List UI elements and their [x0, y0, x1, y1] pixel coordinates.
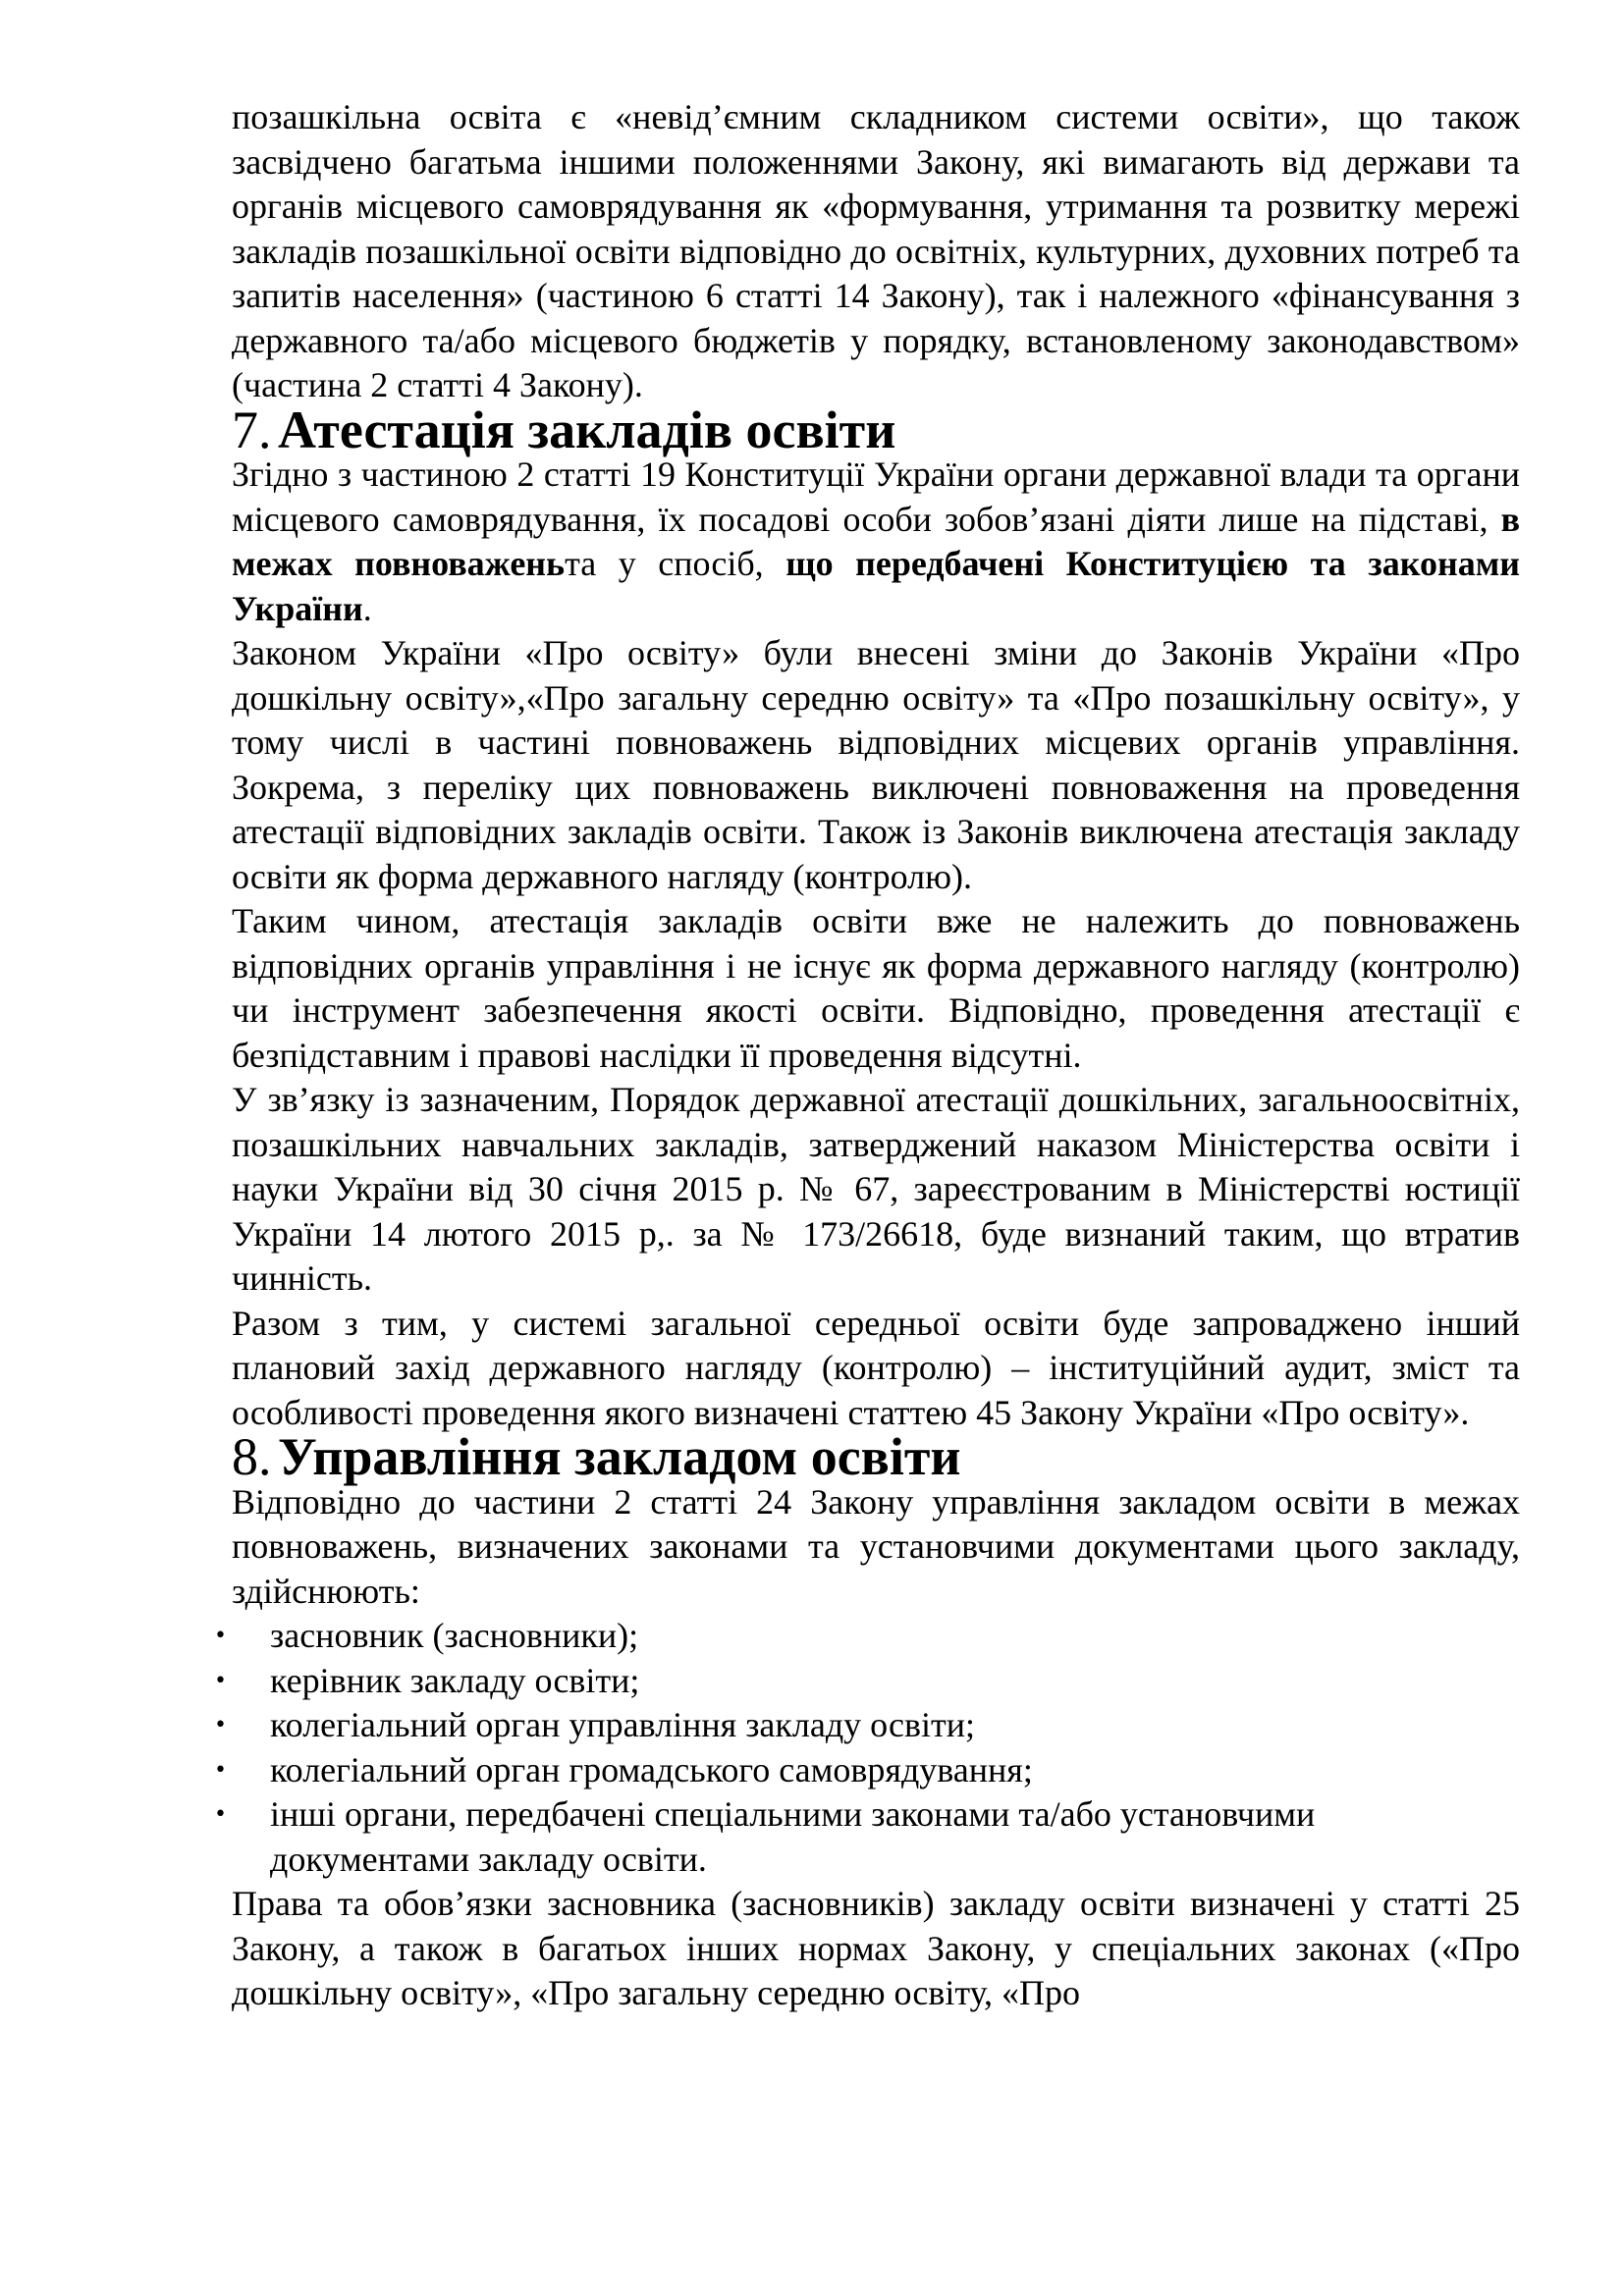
section-7-heading	[232, 400, 1520, 459]
section-8-heading	[232, 1427, 1520, 1486]
list-item	[214, 1614, 1520, 1659]
list-item-text: колегіальний орган громадського самоврядування;	[270, 1749, 1033, 1789]
section-7-paragraph-4: У зв’язку із зазначеним, Порядок державної атестації дошкільних, загальноосвітніх, позашкільних навчальних закладів, затверджений наказом Міністерства освіти і науки України від 30 січня 2015 р. № 67, зареєстрованим в Міністерстві юстиції України 14 лютого 2015 р,. за № 173/26618, буде визнаний таким, що втратив чинність.	[232, 1080, 1520, 1298]
list-item	[214, 1659, 1520, 1704]
section-7-p1-bold-b: що передбачені Конституцією та законами України	[232, 544, 1520, 628]
section-7-paragraph-3: Таким чином, атестація закладів освіти вже не належить до повноважень відповідних органів управління і не існує як форма державного нагляду (контролю) чи інструмент забезпечення якості освіти. Відповідно, проведення атестації є безпідставним і правові наслідки її проведення відсутні.	[232, 901, 1520, 1075]
governance-bodies-list	[214, 1614, 1520, 1882]
section-7-title: Атестація закладів освіти	[278, 400, 896, 459]
section-7-paragraph-5: Разом з тим, у системі загальної середньої освіти буде запроваджено інший плановий захід державного нагляду (контролю) – інституційний аудит, зміст та особливості проведення якого визначені статтею 45 Закону України «Про освіту».	[232, 1303, 1520, 1432]
list-item-text: керівник закладу освіти;	[270, 1660, 640, 1700]
bullet-icon: •	[214, 1713, 227, 1737]
bullet-icon: •	[214, 1624, 227, 1648]
list-item-text: засновник (засновники);	[270, 1616, 639, 1655]
intro-paragraph: позашкільна освіта є «невід’ємним складником системи освіти», що також засвідчено багатьма іншими положеннями Закону, які вимагають від держави та органів місцевого самоврядування як «формування, утримання та розвитку мережі закладів позашкільної освіти відповідно до освітніх, культурних, духовних потреб та запитів населення» (частиною 6 статті 14 Закону), так і належного «фінансування з державного та/або місцевого бюджетів у порядку, встановленому законодавством» (частина 2 статті 4 Закону).	[232, 97, 1520, 404]
section-7-paragraph-1	[232, 453, 1520, 631]
section-8-paragraph-1: Відповідно до частини 2 статті 24 Закону управління закладом освіти в межах повноважень, визначених законами та установчими документами цього закладу, здійснюють:	[232, 1481, 1520, 1611]
document-page	[214, 95, 1521, 2016]
list-item	[214, 1703, 1520, 1748]
bullet-icon: •	[214, 1757, 227, 1783]
section-8-paragraph-2: Права та обов’язки засновника (засновників) закладу освіти визначені у статті 25 Закону, а також в багатьох інших нормах Закону, у спеціальних законах («Про дошкільну освіту», «Про загальну середню освіту, «Про	[232, 1884, 1520, 2012]
section-8-title: Управління закладом освіти	[278, 1427, 961, 1486]
list-item-text: колегіальний орган управління закладу освіти;	[270, 1705, 976, 1744]
list-item	[214, 1748, 1520, 1793]
list-item-text: інші органи, передбачені спеціальними законами та/або установчими документами закладу освіти.	[270, 1794, 1316, 1879]
section-8-number: 8.	[232, 1427, 272, 1486]
section-7-p1-bold-a: в межах повноважень	[232, 499, 1521, 583]
section-7-p1-text-b: та у спосіб,	[565, 544, 764, 583]
section-7-paragraph-2: Законом України «Про освіту» були внесені зміни до Законів України «Про дошкільну освіту»,«Про загальну середню освіту» та «Про позашкільну освіту», у тому числі в частині повноважень відповідних місцевих органів управління. Зокрема, з переліку цих повноважень виключені повноваження на проведення атестації відповідних закладів освіти. Також із Законів виключена атестація закладу освіти як форма державного нагляду (контролю).	[232, 633, 1520, 896]
section-7-number: 7.	[232, 400, 272, 459]
list-item	[214, 1792, 1520, 1882]
section-7-p1-end: .	[362, 588, 372, 628]
bullet-icon: •	[214, 1802, 227, 1827]
bullet-icon: •	[214, 1668, 227, 1693]
section-7-p1-text-a: Згідно з частиною 2 статті 19 Конституції України органи державної влади та органи місцевого самоврядування, їх посадові особи зобов’язані діяти лише на підставі,	[232, 454, 1520, 539]
